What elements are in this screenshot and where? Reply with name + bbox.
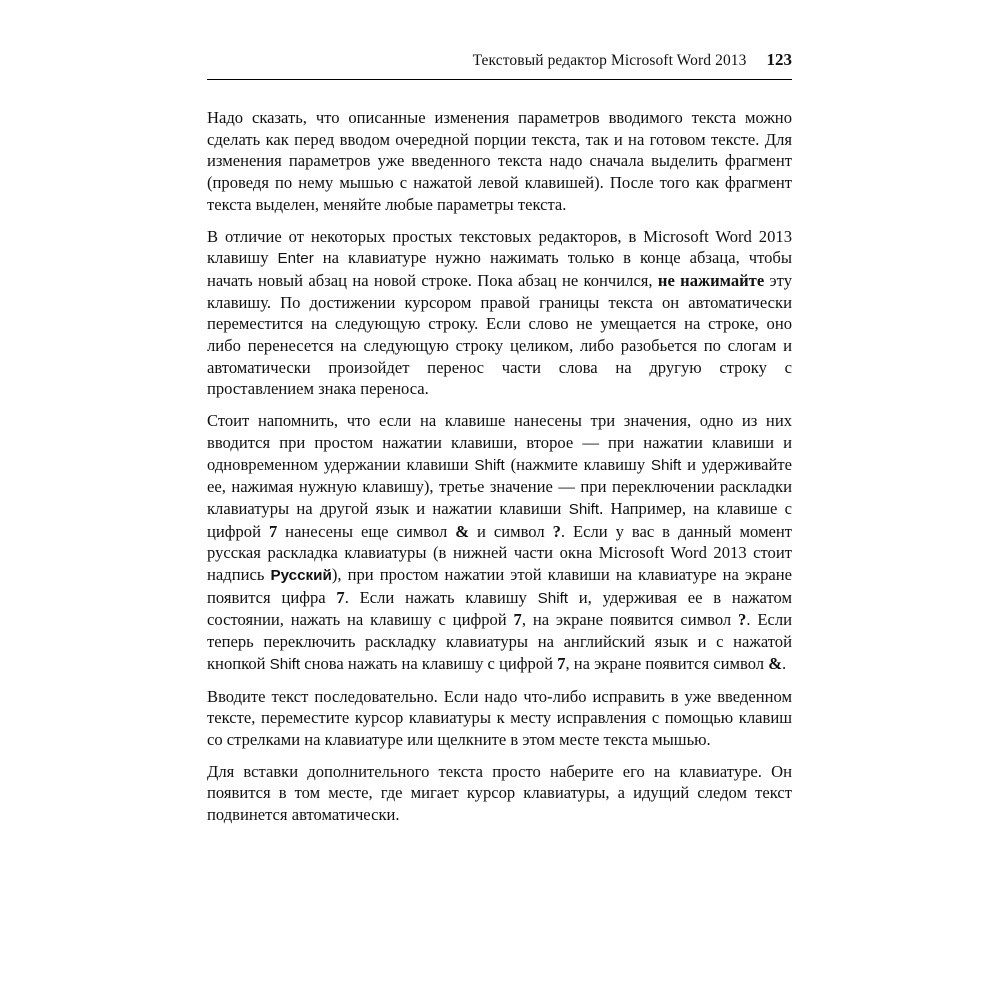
- text-run: Enter: [277, 250, 314, 268]
- text-run: нанесены еще символ: [277, 521, 456, 541]
- text-run: . Например, на клавише с цифрой: [207, 498, 793, 541]
- text-run: ?: [552, 521, 561, 541]
- running-head-title: Текстовый редактор Microsoft Word 2013: [472, 52, 747, 69]
- running-head: [207, 50, 792, 80]
- paragraph: [207, 107, 792, 216]
- text-run: снова нажать на клавишу с цифрой: [300, 653, 558, 673]
- text-run: &: [455, 521, 470, 541]
- text-run: ), при простом нажатии этой клавиши на клавиатуре на экране появится цифра: [207, 565, 793, 607]
- text-run: Shift: [537, 589, 569, 607]
- paragraph: [207, 761, 792, 826]
- text-run: эту клавишу. По достижении курсором правой границы текста он автоматически переместится на следующую строку. Если слово не умещается на строке, оно либо перенесется на следующую строку целиком, либо разобьется по слогам и автоматически произойдет перенос части слова на другую строку с проставлением знака переноса.: [207, 270, 792, 399]
- paragraph: [207, 686, 792, 751]
- text-run: и символ: [469, 521, 553, 541]
- text-run: Shift: [474, 456, 505, 474]
- text-run: Стоит напомнить, что если на клавише нанесены три значения, одно из них вводится при простом нажатии клавиши, второе — при нажатии клавиши и одновременном удержании клавиши: [207, 411, 792, 474]
- text-run: Shift: [568, 500, 600, 518]
- body-text: [207, 107, 792, 826]
- text-run: &: [768, 653, 783, 673]
- text-run: и, удерживая ее в нажатом состоянии, нажать на клавишу с цифрой: [207, 587, 793, 630]
- text-run: 7: [268, 521, 278, 541]
- text-run: Shift: [650, 456, 682, 474]
- text-run: 7: [557, 653, 566, 673]
- text-run: (нажмите клавишу: [504, 454, 651, 474]
- text-run: Надо сказать, что описанные изменения параметров вводимого текста можно сделать как перед вводом очередной порции текста, так и на готовом тексте. Для изменения параметров уже введенного текста надо сначала выделить фрагмент (проведя по нему мышью с нажатой левой клавишей). После того как фрагмент текста выделен, меняйте любые параметры текста.: [207, 108, 792, 214]
- text-run: не нажимайте: [657, 270, 765, 290]
- text-run: В отличие от некоторых простых текстовых редакторов, в Microsoft Word 2013 клавишу: [207, 226, 792, 268]
- paragraph: [207, 410, 792, 675]
- text-run: , на экране появится символ: [521, 610, 739, 630]
- text-run: Shift: [269, 655, 301, 673]
- text-run: .: [782, 653, 787, 673]
- text-run: 7: [513, 610, 522, 630]
- text-run: . Если у вас в данный момент русская раскладка клавиатуры (в нижней части окна Microsoft Word 2013 стоит надпись: [207, 521, 792, 585]
- text-run: Для вставки дополнительного текста просто наберите его на клавиатуре. Он появится в том месте, где мигает курсор клавиатуры, а идущий следом текст подвинется автоматически.: [207, 761, 792, 825]
- text-run: и удерживайте ее, нажимая нужную клавишу), третье значение — при переключении раскладки клавиатуры на другой язык и нажатии клавиши: [207, 454, 792, 518]
- text-run: на клавиатуре нужно нажимать только в конце абзаца, чтобы начать новый абзац на новой строке. Пока абзац не кончился,: [207, 248, 792, 290]
- text-column: [207, 50, 792, 826]
- text-run: 7: [336, 587, 345, 607]
- text-run: Русский: [270, 567, 332, 585]
- text-run: ?: [738, 610, 747, 630]
- page-number: 123: [766, 50, 792, 69]
- text-run: , на экране появится символ: [565, 653, 769, 673]
- paragraph: [207, 226, 792, 401]
- text-run: Вводите текст последовательно. Если надо что-либо исправить в уже введенном тексте, переместите курсор клавиатуры к месту исправления с помощью клавиш со стрелками на клавиатуре или щелкните в этом месте текста мышью.: [207, 686, 792, 749]
- text-run: . Если теперь переключить раскладку клавиатуры на английский язык и с нажатой кнопкой: [207, 610, 793, 673]
- text-run: . Если нажать клавишу: [344, 587, 538, 607]
